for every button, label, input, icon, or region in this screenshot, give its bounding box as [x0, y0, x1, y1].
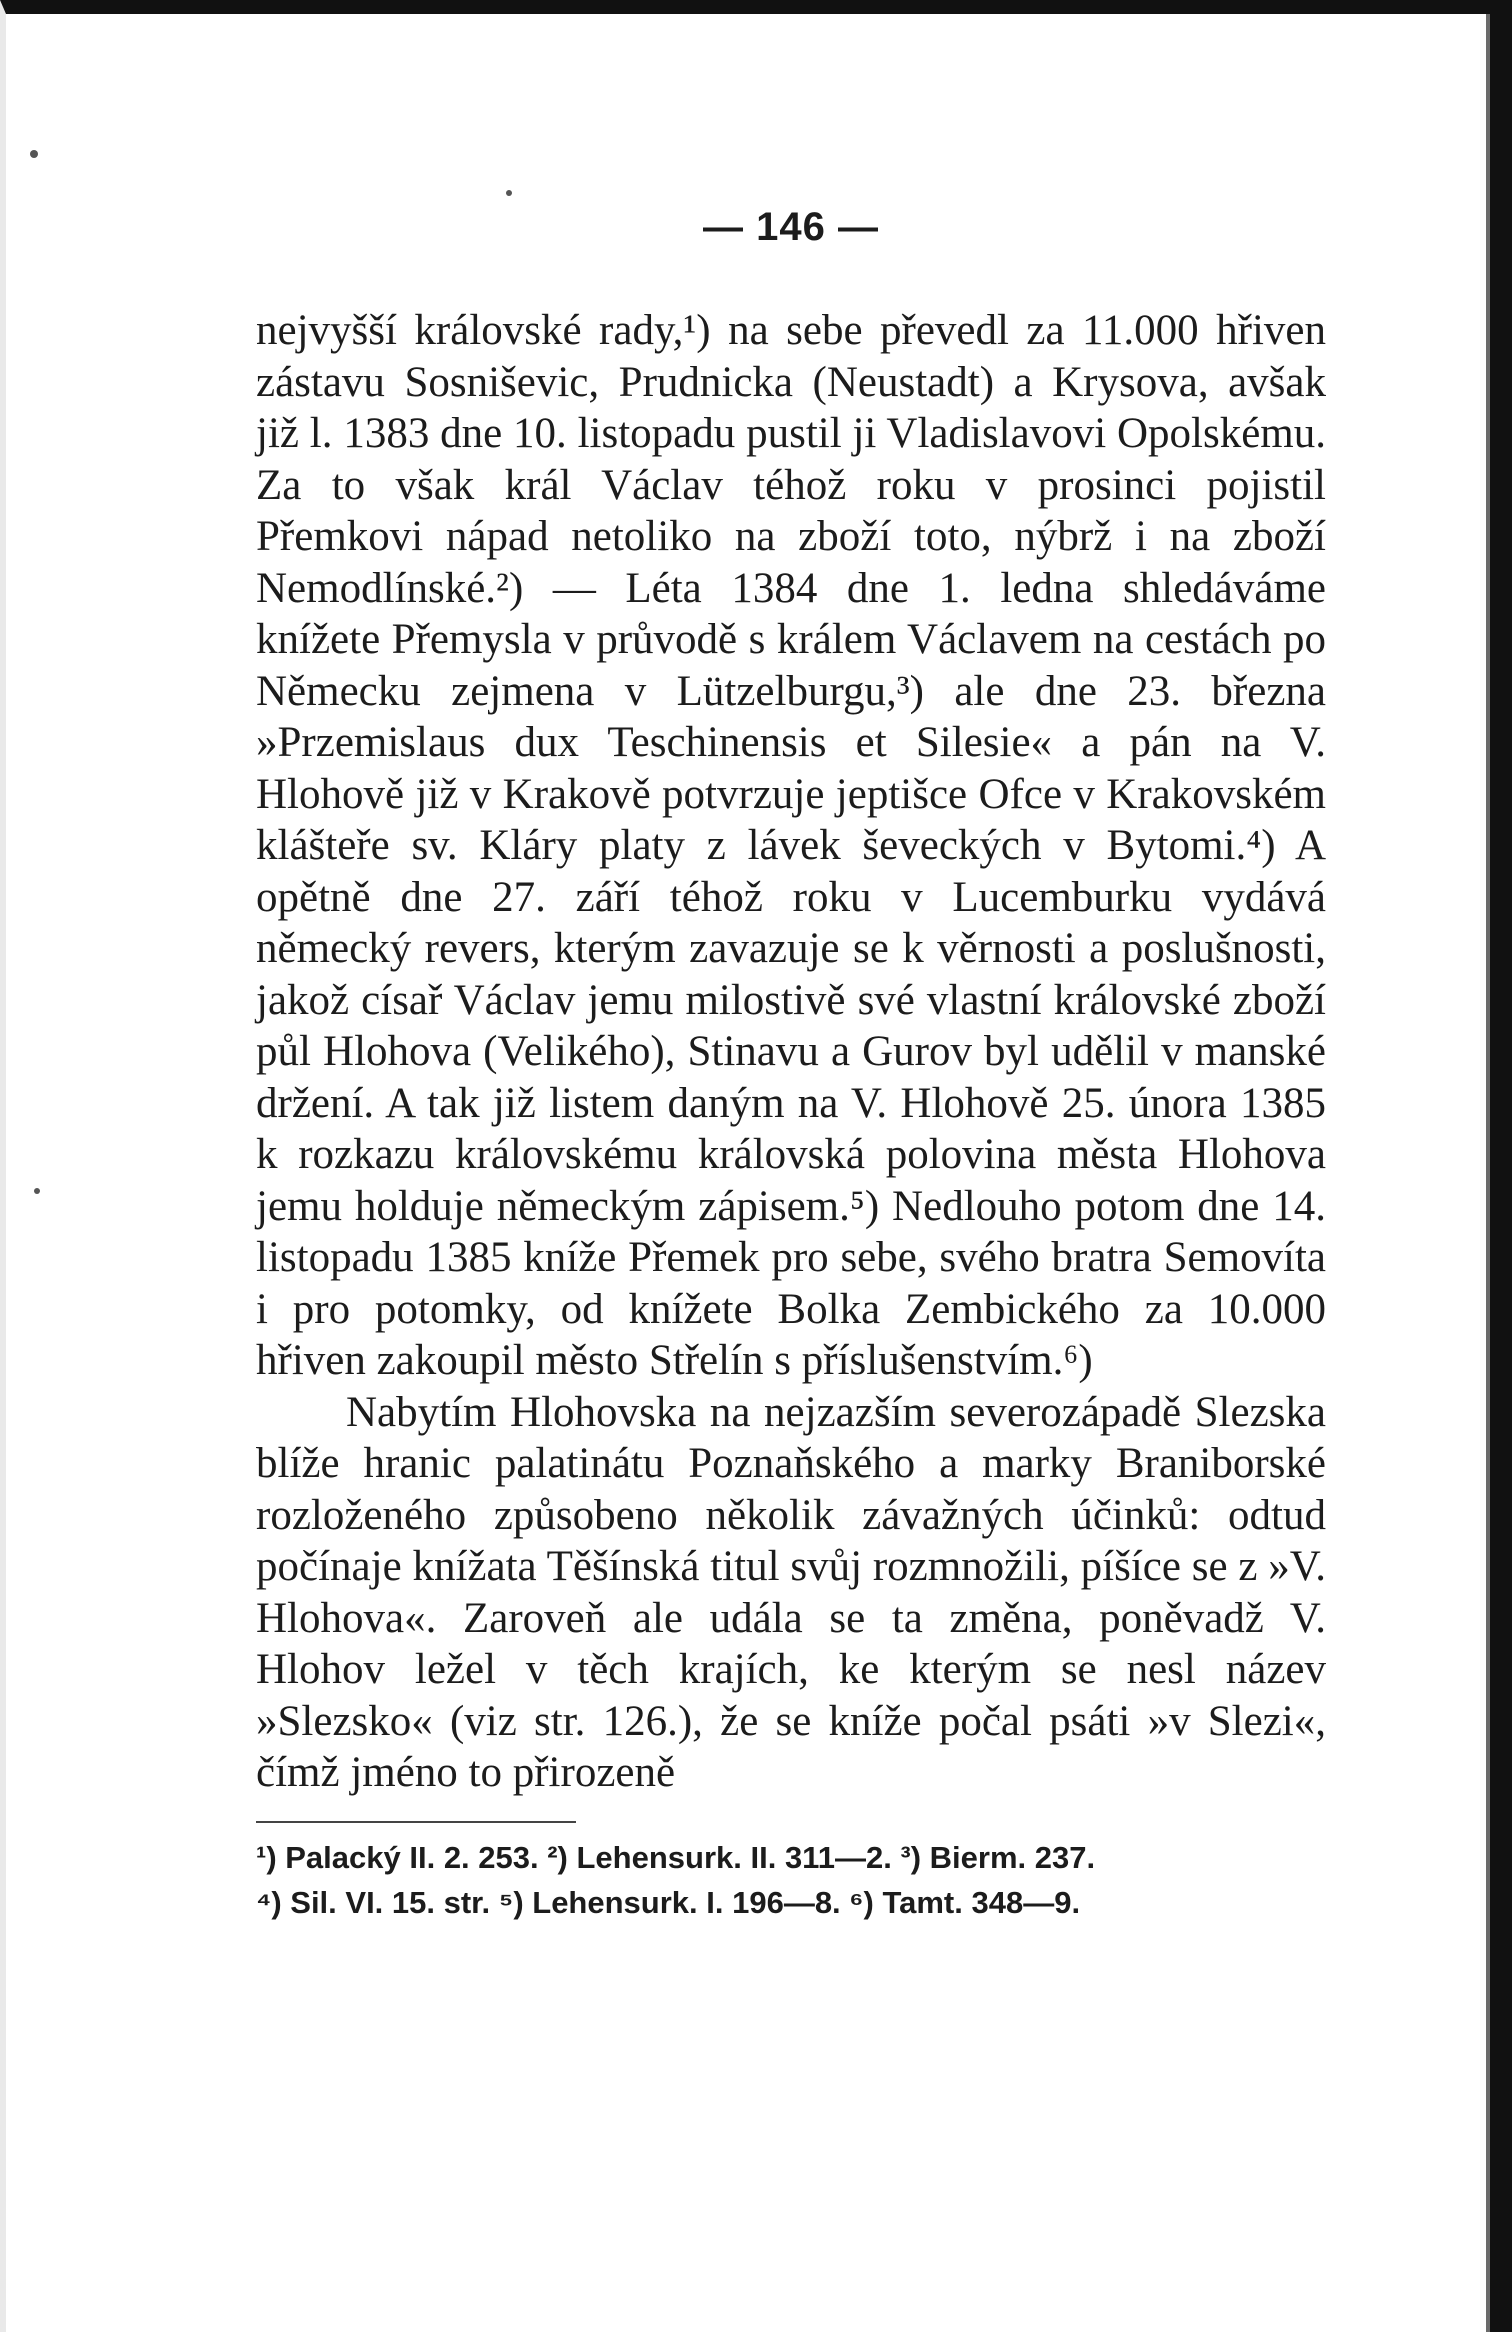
- footnote-line-1: ¹) Palacký II. 2. 253. ²) Lehensurk. II. 311—2. ³) Bierm. 237.: [256, 1839, 1096, 1875]
- paragraph-2: Nabytím Hlohovska na nejzazším severozápadě Slezska blíže hranic palatinátu Poznaňského a marky Braniborské rozloženého způsobeno několik závažných účinků: odtud počínaje knížata Těšínská titul svůj rozmnožili, píšíce se z »V. Hlohova«. Zaroveň ale udála se ta změna, poněvadž V. Hlohov ležel v těch krajích, ke kterým se nesl název »Slezsko« (viz str. 126.), že se kníže počal psáti »v Slezi«, čímž jméno to přirozeně: [256, 1388, 1326, 1796]
- book-page: [256, 205, 1326, 1925]
- scan-speck: [34, 1188, 40, 1194]
- footnote-line-2: ⁴) Sil. VI. 15. str. ⁵) Lehensurk. I. 196—8. ⁶) Tamt. 348—9.: [256, 1884, 1081, 1920]
- footnote-separator: [256, 1821, 576, 1823]
- page-number: — 146 —: [703, 205, 879, 249]
- scan-speck: [30, 150, 38, 158]
- paragraph-1: nejvyšší královské rady,¹) na sebe převedl za 11.000 hřiven zástavu Sosniševic, Prudnicka (Neustadt) a Krysova, avšak již l. 1383 dne 10. listopadu pustil ji Vladislavovi Opolskému. Za to však král Václav téhož roku v prosinci pojistil Přemkovi nápad netoliko na zboží toto, nýbrž i na zboží Nemodlínské.²) — Léta 1384 dne 1. ledna shledáváme knížete Přemysla v průvodě s králem Václavem na cestách po Německu zejmena v Lützelburgu,³) ale dne 23. března »Przemislaus dux Teschinensis et Silesie« a pán na V. Hlohově již v Krakově potvrzuje jeptišce Ofce v Krakovském klášteře sv. Kláry platy z lávek ševeckých v Bytomi.⁴) A opětně dne 27. září téhož roku v Lucemburku vydává německý revers, kterým zavazuje se k věrnosti a poslušnosti, jakož císař Václav jemu milostivě své vlastní královské zboží půl Hlohova (Velikého), Stinavu a Gurov byl udělil v manské držení. A tak již listem daným na V. Hlohově 25. února 1385 k rozkazu královskému královská polovina města Hlohova jemu holduje německým zápisem.⁵) Nedlouho potom dne 14. listopadu 1385 kníže Přemek pro sebe, svého bratra Semovíta i pro potomky, od knížete Bolka Zembického za 10.000 hřiven zakoupil město Střelín s příslušenstvím.⁶): [256, 307, 1326, 1384]
- page-edge-shadow: [1486, 14, 1490, 2332]
- footnotes: [256, 1835, 1326, 1925]
- scan-speck: [506, 190, 512, 196]
